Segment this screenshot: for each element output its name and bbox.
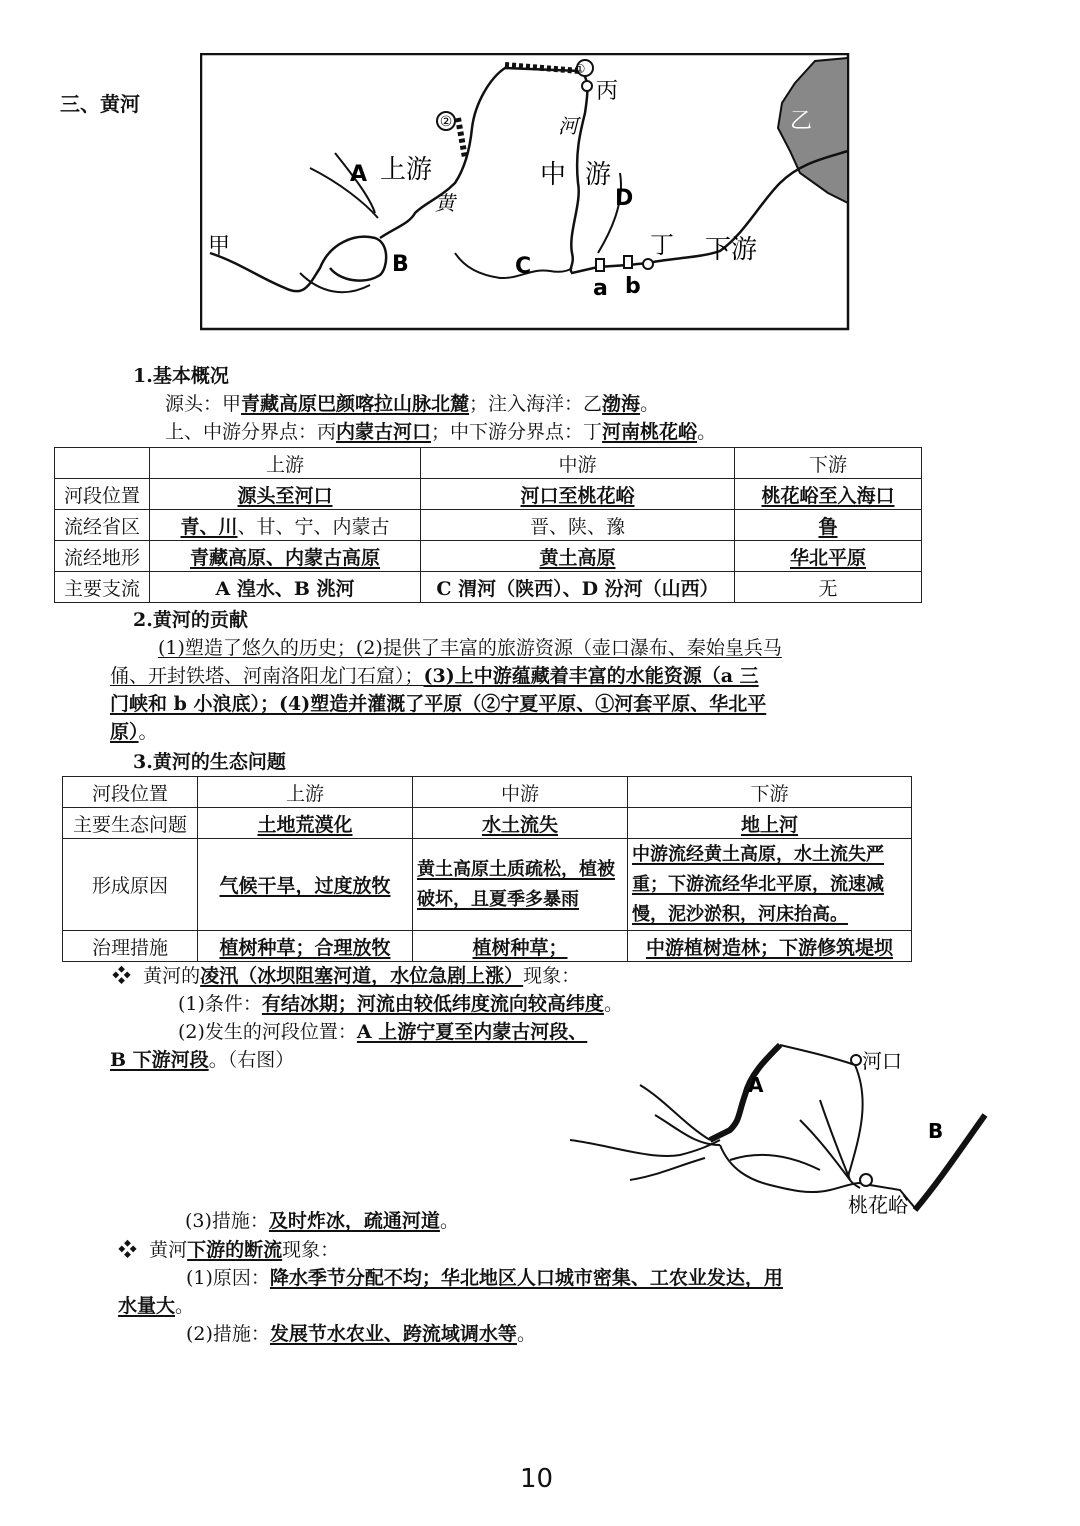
map-label-ding: 丁 xyxy=(650,231,674,259)
table-row: 河段位置 源头至河口 河口至桃花峪 桃花峪至入海口 xyxy=(55,479,922,510)
map-label-huang: 黄 xyxy=(435,191,455,215)
s1-title: 1.基本概况 xyxy=(133,365,229,387)
bullet-icon: ❖ xyxy=(118,1239,138,1261)
map2-label-A: A xyxy=(748,1073,764,1097)
s2-title: 2.黄河的贡献 xyxy=(133,609,248,631)
s2-p3: 门峡和 b 小浪底）；(4)塑造并灌溉了平原（②宁夏平原、①河套平原、华北平 xyxy=(110,693,767,715)
map-label-A: A xyxy=(350,162,368,187)
map-label-B: B xyxy=(392,252,409,277)
header-xiayou: 下游 xyxy=(735,448,922,479)
page-number: 10 xyxy=(520,1464,554,1494)
s1-line1: 源头：甲青藏高原巴颜喀拉山脉北麓；注入海洋：乙渤海。 xyxy=(165,393,660,415)
map-label-shangyou: 上游 xyxy=(380,155,433,185)
table-row: 流经省区 青、川、甘、宁、内蒙古 晋、陕、豫 鲁 xyxy=(55,510,922,541)
map-label-C: C xyxy=(515,254,532,279)
s1-line2: 上、中游分界点：丙内蒙古河口；中下游分界点：丁河南桃花峪。 xyxy=(165,421,717,443)
marker-2-label: ② xyxy=(439,114,453,130)
yellow-river-map xyxy=(200,53,850,331)
table-row: 治理措施 植树种草；合理放牧 植树种草； 中游植树造林；下游修筑堤坝 xyxy=(63,931,912,962)
map-label-xiayou: 下游 xyxy=(705,235,758,265)
header-zhongyou: 中游 xyxy=(421,448,735,479)
s2-p4: 原）。 xyxy=(110,721,158,743)
duanliu-cause: (1)原因：降水季节分配不均；华北地区人口城市密集、工农业发达，用 xyxy=(186,1267,783,1289)
s2-p2: 俑、开封铁塔、河南洛阳龙门石窟）；(3)上中游蕴藏着丰富的水能资源（a 三 xyxy=(110,665,759,687)
map2-label-hekou: 河口 xyxy=(862,1049,902,1073)
s2-p1: (1)塑造了悠久的历史；(2)提供了丰富的旅游资源（壶口瀑布、秦始皇兵马 xyxy=(158,637,782,659)
table-row: 主要支流 A 湟水、B 洮河 C 渭河（陕西）、D 汾河（山西） 无 xyxy=(55,572,922,603)
map-label-zhong: 中 xyxy=(540,160,567,190)
map-label-yi: 乙 xyxy=(790,109,813,134)
map-label-you: 游 xyxy=(585,160,612,190)
lingxun-location-cont: B 下游河段。（右图） xyxy=(110,1049,295,1071)
duanliu-measure: (2)措施：发展节水农业、跨流域调水等。 xyxy=(186,1323,536,1345)
ecology-table: 河段位置 上游 中游 下游 主要生态问题 土地荒漠化 水土流失 地上河 形成原因 气候干旱，过度放牧 黄土高原土质疏松，植被破坏，且夏季多暴雨 中游流经黄土高原，水土流失严重；下游流经华北平原，流速减慢，泥沙淤积，河床抬高。 治理措施 植树种草；合理放牧 植树种草； 中游植树造林；下游修筑堤坝 xyxy=(62,776,912,962)
map-label-D: D xyxy=(615,186,634,211)
duanliu-intro: ❖ 黄河下游的断流现象： xyxy=(118,1239,340,1261)
map2-label-B: B xyxy=(928,1119,944,1143)
table-row: 主要生态问题 土地荒漠化 水土流失 地上河 xyxy=(63,808,912,839)
lingxun-location: (2)发生的河段位置：A 上游宁夏至内蒙古河段、 xyxy=(178,1021,588,1043)
map2-label-taohuayu: 桃花峪 xyxy=(848,1193,908,1217)
map-label-jia: 甲 xyxy=(208,234,231,259)
map-label-bing: 丙 xyxy=(596,79,619,104)
table-row: 流经地形 青藏高原、内蒙古高原 黄土高原 华北平原 xyxy=(55,541,922,572)
overview-table xyxy=(54,447,922,603)
lingxun-condition: (1)条件：有结冰期；河流由较低纬度流向较高纬度。 xyxy=(178,993,623,1015)
marker-1-label: ① xyxy=(574,62,586,76)
lingxun-map xyxy=(570,1040,1000,1225)
duanliu-cause-cont: 水量大。 xyxy=(118,1295,195,1317)
lingxun-intro: ❖ 黄河的凌汛（冰坝阻塞河道，水位急剧上涨）现象： xyxy=(112,965,581,987)
header-shangyou: 上游 xyxy=(150,448,421,479)
s3-title: 3.黄河的生态问题 xyxy=(133,751,286,773)
map-label-b: b xyxy=(625,274,641,299)
map-label-he: 河 xyxy=(558,114,578,138)
section-title: 三、黄河 xyxy=(60,92,140,116)
bullet-icon: ❖ xyxy=(112,965,132,987)
map-label-a: a xyxy=(593,276,608,301)
table-row: 形成原因 气候干旱，过度放牧 黄土高原土质疏松，植被破坏，且夏季多暴雨 中游流经黄土高原，水土流失严重；下游流经华北平原，流速减慢，泥沙淤积，河床抬高。 xyxy=(63,839,912,931)
lingxun-measure: (3)措施：及时炸冰，疏通河道。 xyxy=(185,1210,459,1232)
